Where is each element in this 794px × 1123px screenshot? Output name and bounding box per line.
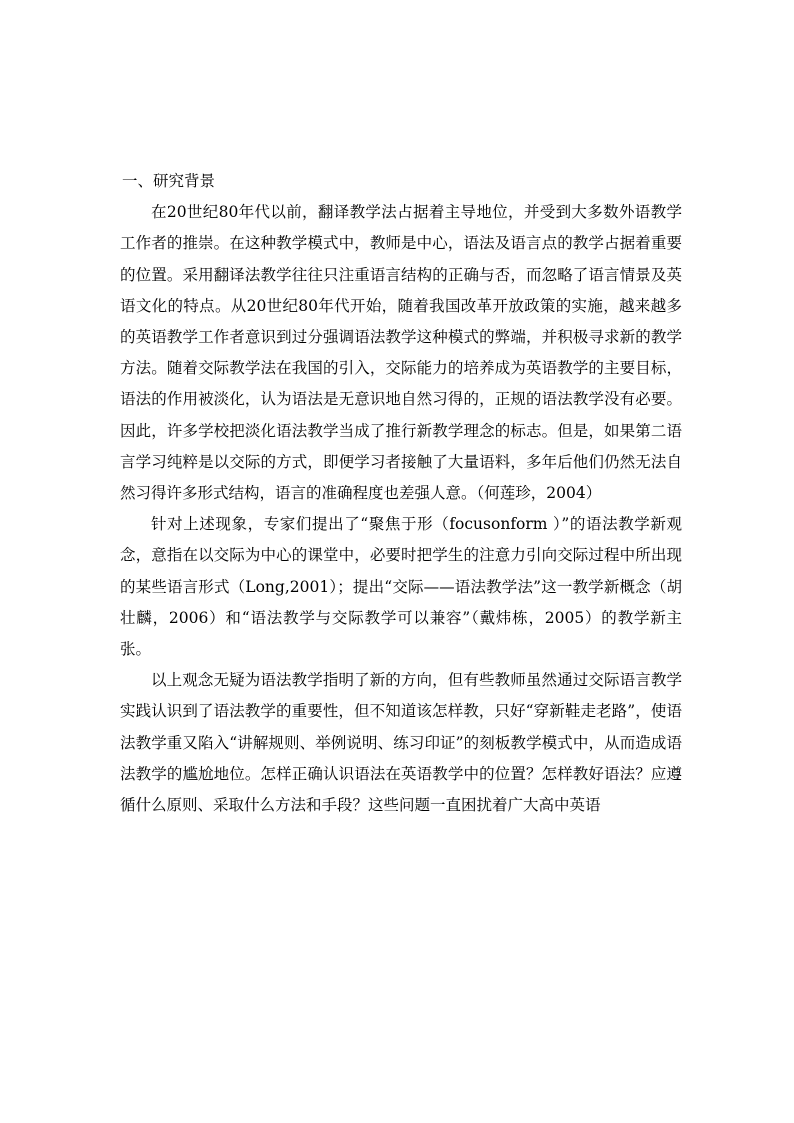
section-heading: 一、研究背景 xyxy=(122,172,216,190)
paragraph-problem: 以上观念无疑为语法教学指明了新的方向，但有些教师虽然通过交际语言教学实践认识到了语法教学的重要性，但不知道该怎样教，只好“穿新鞋走老路”，使语法教学重又陷入“讲解规则、举例说明、练习印证”的刻板教学模式中，从而造成语法教学的尴尬地位。怎样正确认识语法在英语教学中的位置？怎样教好语法？应遵循什么原则、采取什么方法和手段？这些问题一直困扰着广大高中英语 xyxy=(120,671,682,815)
page-content xyxy=(120,166,682,821)
paragraph-focus-on-form: 针对上述现象，专家们提出了“聚焦于形（focusonform ）”的语法教学新观念，意指在以交际为中心的课堂中，必要时把学生的注意力引向交际过程中所出现的某些语言形式（Long,2001）；提出“交际——语法教学法”这一教学新概念（胡壮麟，2006）和“语法教学与交际教学可以兼容”（戴炜栋，2005）的教学新主张。 xyxy=(120,515,682,659)
paragraph-background: 在20世纪80年代以前，翻译教学法占据着主导地位，并受到大多数外语教学工作者的推崇。在这种教学模式中，教师是中心，语法及语言点的教学占据着重要的位置。采用翻译法教学往往只注重语言结构的正确与否，而忽略了语言情景及英语文化的特点。从20世纪80年代开始，随着我国改革开放政策的实施，越来越多的英语教学工作者意识到过分强调语法教学这种模式的弊端，并积极寻求新的教学方法。随着交际教学法在我国的引入，交际能力的培养成为英语教学的主要目标，语法的作用被淡化，认为语法是无意识地自然习得的，正规的语法教学没有必要。因此，许多学校把淡化语法教学当成了推行新教学理念的标志。但是，如果第二语言学习纯粹是以交际的方式，即便学习者接触了大量语料，多年后他们仍然无法自然习得许多形式结构，语言的准确程度也差强人意。（何莲珍，2004） xyxy=(120,203,682,503)
